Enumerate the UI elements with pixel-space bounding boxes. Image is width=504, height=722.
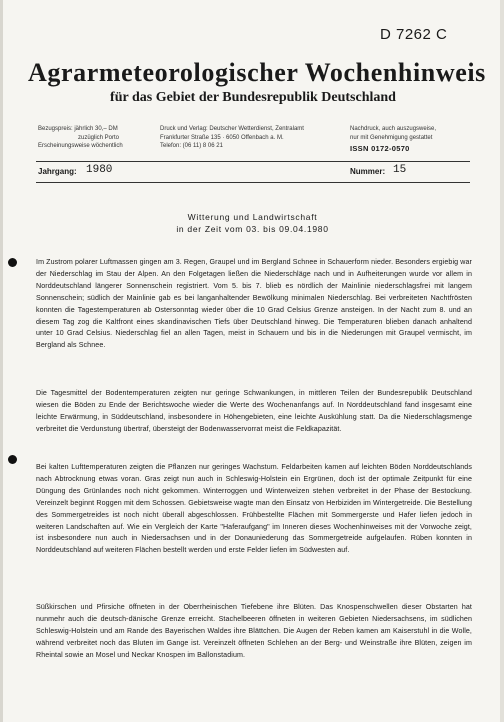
publication-frequency: Erscheinungsweise wöchentlich [38,143,123,149]
publisher-info [160,125,335,151]
publisher-address: Frankfurter Straße 135 · 6050 Offenbach a. M. [160,134,284,141]
paragraph-soil: Die Tagesmittel der Bodentemperaturen zeigten nur geringe Schwankungen, in mittleren Teilen der Bundesrepublik Deutschland wiesen die Böden zu Ende der Berichtswoche wieder die Werte des Wochenanfangs auf. In Norddeutschland fand insgesamt eine leichte Erwärmung, in Süddeutschland, insbesondere in Höhengebieten, eine leichte Auskühlung statt. Da die Niederschlagsmenge verbreitet die Verdunstung übertraf, übersteigt der Bodenwasservorrat meist die Feldkapazität. [36,389,472,433]
nummer-value: 15 [393,164,407,176]
reprint-notice-line2: nur mit Genehmigung gestattet [350,134,433,141]
publisher-name: Druck und Verlag: Deutscher Wetterdienst, Zentralamt [160,126,304,132]
jahrgang-value: 1980 [86,164,113,176]
issn-number: ISSN 0172-0570 [350,144,410,153]
paragraph-fruit: Süßkirschen und Pfirsiche öffneten in der Oberrheinischen Tiefebene ihre Blüten. Das Knospenschwellen dieser Obstarten hat nunmehr auch die deutsch-dänische Grenze erreicht. Stachelbeeren öffneten in weiteren Gebieten Niedersachsens, im südlichen Schleswig-Holstein und am Rande des Bayerischen Waldes ihre Blättchen. Die Augen der Reben kamen am Kaiserstuhl in die Wolle, während verbreitet noch das Bluten im Gange ist. Vereinzelt öffneten Schlehen an der Berg- und Weinstraße ihre Blüten, zeigen im Rheintal sowie an Mosel und Neckar Knospen im Ballonstadium. [36,603,472,659]
document-code: D 7262 C [380,26,448,43]
page-edge-left [0,0,3,722]
section-heading: Witterung und Landwirtschaft [187,212,318,222]
publication-title: Agrarmeteorologischer Wochenhinweis [28,58,486,87]
header-rule-top [36,161,470,162]
subscription-price: Bezugspreis: jährlich 30,– DM [38,126,118,132]
publisher-phone: Telefon: (06 11) 8 06 21 [160,143,223,149]
paragraph-crops: Bei kalten Lufttemperaturen zeigten die Pflanzen nur geringes Wachstum. Feldarbeiten kamen auf leichten Böden Norddeutschlands nach Abtrocknung etwas voran. Gras zeigt nun auch in Schleswig-Holstein ein Ergrünen, doch ist der optimale Zeitpunkt für eine Düngung des Grünlandes noch nicht gekommen. Winterroggen und Winterweizen stehen verbreitet in der Phase der Bestockung. Vereinzelt beginnt Roggen mit dem Schossen. Gebietsweise wagte man den Einsatz von Herbiziden im Wintergetreide. Die Bestellung des Sommergetreides ist noch nicht überall abgeschlossen. Frühbestellte Flächen mit Sommergerste und Hafer liefen jedoch in weiteren Landschaften auf. Wie ein Vergleich der Karte "Haferaufgang" im Inneren dieses Wochenhinweises mit der Vorwoche zeigt, ist insbesondere nun auch in Niedersachsen und in der Donauniederung das Sommergetreide aufgelaufen. Rüben konnten in Norddeutschland auf weiteren Flächen bestellt werden und erste Felder liefen im Südwesten auf. [36,463,472,555]
nummer-label: Nummer: [350,167,386,176]
punch-hole-bottom [8,455,17,464]
header-rule-bottom [36,182,470,183]
subscription-info [38,125,148,151]
paragraph-weather: Im Zustrom polarer Luftmassen gingen am 3. Regen, Graupel und im Bergland Schnee in Schauerform nieder. Besonders ergiebig war der Niederschlag im Stau der Alpen. An den Folgetagen ließen die Niederschläge nach und in Aufheiterungen wurde vor allem in Norddeutschland längerer Sonnenschein registriert. Vom 5. bis 7. blieb es nördlich der Mainlinie niederschlagsfrei mit langem Sonnenschein; südlich der Mainlinie gab es bei langanhaltender Bewölkung minimalen Niederschlag. Bei verbreiteten Nachtfrösten konnten die Tagestemperaturen ab Ostersonntag wieder über die 10 Grad Celsius Grenze ansteigen. In der Nacht zum 8. und an diesem Tag zog die Kaltfront eines skandinavischen Tiefs über Deutschland hinweg. Die Temperaturen blieben danach anhaltend unter 10 Grad Celsius. Niederschlag fiel an allen Tagen, meist in Schauern und bis in die Niederungen mit Graupel vermischt, im Bergland als Schnee. [36,258,472,350]
jahrgang-label: Jahrgang: [38,167,77,176]
page-edge-right [500,0,504,722]
reprint-notice [350,125,480,142]
subscription-postage: zuzüglich Porto [78,134,120,141]
section-date-range: in der Zeit vom 03. bis 09.04.1980 [176,224,329,234]
publication-subtitle: für das Gebiet der Bundesrepublik Deutschland [110,90,396,105]
reprint-notice-line1: Nachdruck, auch auszugsweise, [350,126,437,132]
punch-hole-top [8,258,17,267]
